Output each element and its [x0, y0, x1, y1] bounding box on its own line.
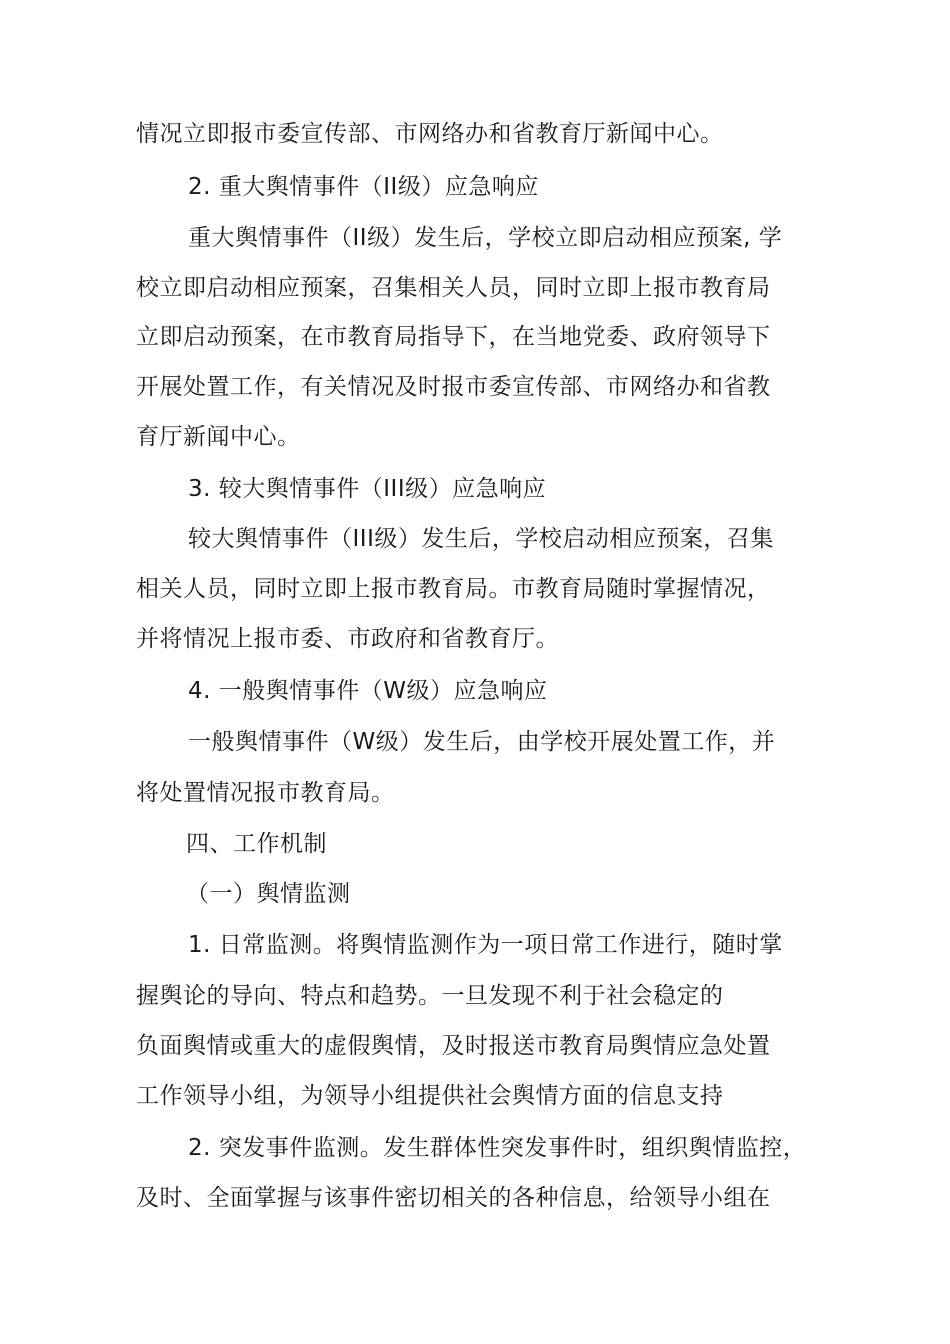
paragraph-first-line: 重大舆情事件（II级）发生后，学校立即启动相应预案, 学 — [188, 225, 783, 251]
section-heading: 2. 重大舆情事件（II级）应急响应 — [188, 174, 539, 200]
paragraph-first-line: 1. 日常监测。将舆情监测作为一项日常工作进行，随时掌 — [188, 932, 783, 958]
body-text-line: 开展处置工作，有关情况及时报市委宣传部、市网络办和省教 — [136, 374, 771, 400]
section-heading: 3. 较大舆情事件（III级）应急响应 — [188, 476, 547, 502]
body-text-line: 及时、全面掌握与该事件密切相关的各种信息，给领导小组在 — [136, 1185, 771, 1211]
body-text-line: 负面舆情或重大的虚假舆情，及时报送市教育局舆情应急处置 — [136, 1033, 771, 1059]
body-text-line: 工作领导小组，为领导小组提供社会舆情方面的信息支持 — [136, 1083, 724, 1109]
section-heading: 4. 一般舆情事件（W级）应急响应 — [188, 678, 548, 704]
body-text-line: 相关人员，同时立即上报市教育局。市教育局随时掌握情况， — [136, 576, 771, 602]
paragraph-first-line: 2. 突发事件监测。发生群体性突发事件时，组织舆情监控， — [188, 1135, 807, 1161]
body-text-line: 立即启动预案，在市教育局指导下，在当地党委、政府领导下 — [136, 324, 771, 350]
subsection-heading: （一）舆情监测 — [186, 881, 351, 907]
body-text-line: 握舆论的导向、特点和趋势。一旦发现不利于社会稳定的 — [136, 983, 724, 1009]
body-text-line: 校立即启动相应预案，召集相关人员，同时立即上报市教育局 — [136, 275, 771, 301]
body-text-line: 情况立即报市委宣传部、市网络办和省教育厅新闻中心。 — [136, 121, 724, 147]
body-text-line: 育厅新闻中心。 — [136, 424, 301, 450]
paragraph-first-line: 较大舆情事件（III级）发生后，学校启动相应预案，召集 — [188, 526, 774, 552]
body-text-line: 并将情况上报市委、市政府和省教育厅。 — [136, 626, 559, 652]
body-text-line: 将处置情况报市教育局。 — [136, 780, 395, 806]
chapter-heading: 四、工作机制 — [186, 831, 327, 857]
paragraph-first-line: 一般舆情事件（W级）发生后，由学校开展处置工作，并 — [188, 729, 776, 755]
